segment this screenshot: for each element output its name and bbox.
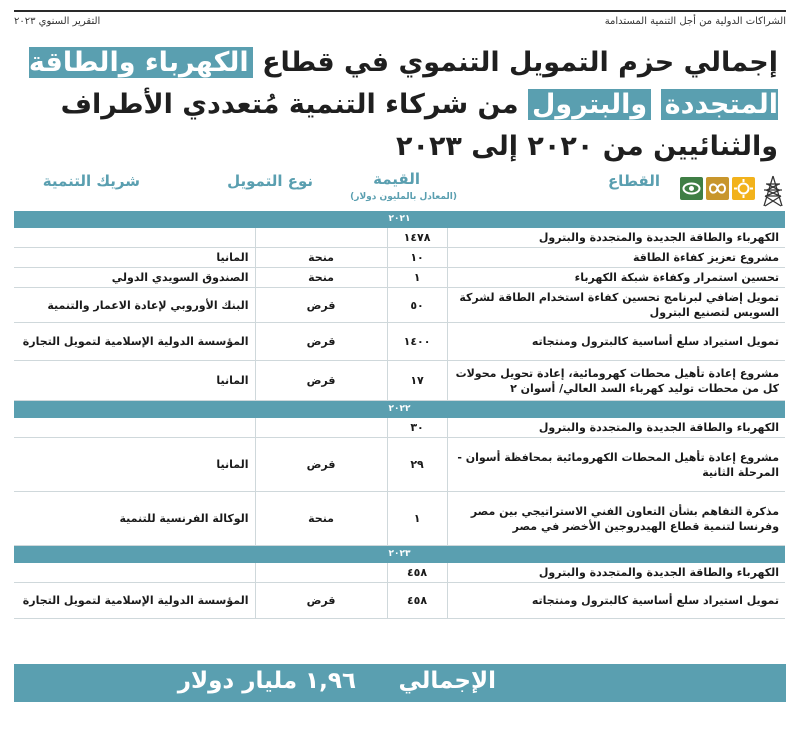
table-row [14, 248, 785, 268]
value-cell: ١٧ [387, 361, 447, 401]
value-cell: ١٤٠٠ [387, 323, 447, 361]
value-cell: ١ [387, 492, 447, 546]
page-header [14, 10, 786, 32]
type-cell [255, 418, 387, 438]
partner-cell: البنك الأوروبي لإعادة الاعمار والتنمية [14, 288, 255, 323]
column-value: القيمة [373, 170, 420, 188]
sector-cell: مشروع إعادة تأهيل محطات كهرومائية، إعادة تحويل محولات كل من محطات توليد كهرباء السد العالي/ أسوان ٢ [447, 361, 785, 401]
year-row [14, 211, 785, 228]
type-cell: منحة [255, 248, 387, 268]
table-row [14, 228, 785, 248]
title-part1: إجمالي حزم التمويل التنموي في قطاع [252, 47, 778, 78]
table-row [14, 418, 785, 438]
table-row [14, 492, 785, 546]
type-cell [255, 228, 387, 248]
transmission-tower-icon [760, 174, 786, 208]
sector-cell: الكهرباء والطاقة الجديدة والمتجددة والبترول [447, 418, 785, 438]
sector-cell: تمويل إضافي لبرنامج تحسين كفاءة استخدام الطاقة لشركة السويس لتصنيع البترول [447, 288, 785, 323]
partner-cell [14, 563, 255, 583]
year-label: ٢٠٢١ [14, 211, 785, 228]
table-row [14, 563, 785, 583]
type-cell: قرض [255, 583, 387, 619]
year-row [14, 546, 785, 564]
table-row [14, 323, 785, 361]
table-row [14, 438, 785, 492]
value-cell: ٢٩ [387, 438, 447, 492]
table-row [14, 583, 785, 619]
value-cell: ٥٠ [387, 288, 447, 323]
type-cell: منحة [255, 492, 387, 546]
type-cell [255, 563, 387, 583]
sector-cell: مشروع إعادة تأهيل المحطات الكهرومائية بمحافظة أسوان - المرحلة الثانية [447, 438, 785, 492]
type-cell: منحة [255, 268, 387, 288]
sdg-7-energy-icon [732, 177, 755, 200]
value-cell: ١٠ [387, 248, 447, 268]
year-label: ٢٠٢٣ [14, 546, 785, 564]
sector-cell: الكهرباء والطاقة الجديدة والمتجددة والبترول [447, 563, 785, 583]
column-partner: شريك التنمية [42, 172, 140, 190]
partner-cell: الصندوق السويدي الدولي [14, 268, 255, 288]
sdg-icons [676, 174, 786, 208]
table-row [14, 288, 785, 323]
value-cell: ١ [387, 268, 447, 288]
page-title [8, 42, 778, 168]
column-sector: القطاع [607, 172, 660, 190]
sdg-12-consumption-icon [706, 177, 729, 200]
title-part2: من شركاء التنمية مُتعددي الأطراف والثنائيين من ٢٠٢٠ إلى ٢٠٢٣ [60, 89, 778, 162]
partner-cell [14, 418, 255, 438]
year-label: ٢٠٢٢ [14, 401, 785, 419]
table-row [14, 361, 785, 401]
funding-table [14, 211, 785, 619]
type-cell: قرض [255, 323, 387, 361]
table-row [14, 268, 785, 288]
partner-cell [14, 228, 255, 248]
type-cell: قرض [255, 361, 387, 401]
type-cell: قرض [255, 288, 387, 323]
value-cell: ٤٥٨ [387, 563, 447, 583]
sector-cell: تحسين استمرار وكفاءة شبكة الكهرباء [447, 268, 785, 288]
value-cell: ١٤٧٨ [387, 228, 447, 248]
title-highlight2: والبترول [528, 89, 651, 120]
sector-cell: مذكرة التفاهم بشأن التعاون الفني الاستراتيجي بين مصر وفرنسا لتنمية قطاع الهيدروجين الأخضر في مصر [447, 492, 785, 546]
sector-cell: تمويل استيراد سلع أساسية كالبترول ومنتجاته [447, 583, 785, 619]
year-row [14, 401, 785, 419]
sector-cell: تمويل استيراد سلع أساسية كالبترول ومنتجاته [447, 323, 785, 361]
partner-cell: المانيا [14, 248, 255, 268]
total-bar [14, 664, 786, 702]
sector-cell: مشروع تعزيز كفاءة الطاقة [447, 248, 785, 268]
partner-cell: المؤسسة الدولية الإسلامية لتمويل التجارة [14, 323, 255, 361]
column-type: نوع التمويل [227, 172, 313, 190]
value-cell: ٤٥٨ [387, 583, 447, 619]
total-amount: ١,٩٦ مليار دولار [177, 668, 356, 694]
column-value-unit: (المعادل بالمليون دولار) [350, 192, 457, 202]
type-cell: قرض [255, 438, 387, 492]
sdg-13-climate-icon [680, 177, 703, 200]
org-name: الشراكات الدولية من أجل التنمية المستدامة [604, 16, 786, 27]
partner-cell: المؤسسة الدولية الإسلامية لتمويل التجارة [14, 583, 255, 619]
title-highlight1: الكهرباء والطاقة المتجددة [28, 47, 778, 120]
partner-cell: المانيا [14, 361, 255, 401]
report-name: التقرير السنوي ٢٠٢٣ [14, 16, 101, 27]
partner-cell: المانيا [14, 438, 255, 492]
value-cell: ٣٠ [387, 418, 447, 438]
total-label: الإجمالي [398, 668, 496, 694]
sector-cell: الكهرباء والطاقة الجديدة والمتجددة والبترول [447, 228, 785, 248]
partner-cell: الوكالة الفرنسية للتنمية [14, 492, 255, 546]
